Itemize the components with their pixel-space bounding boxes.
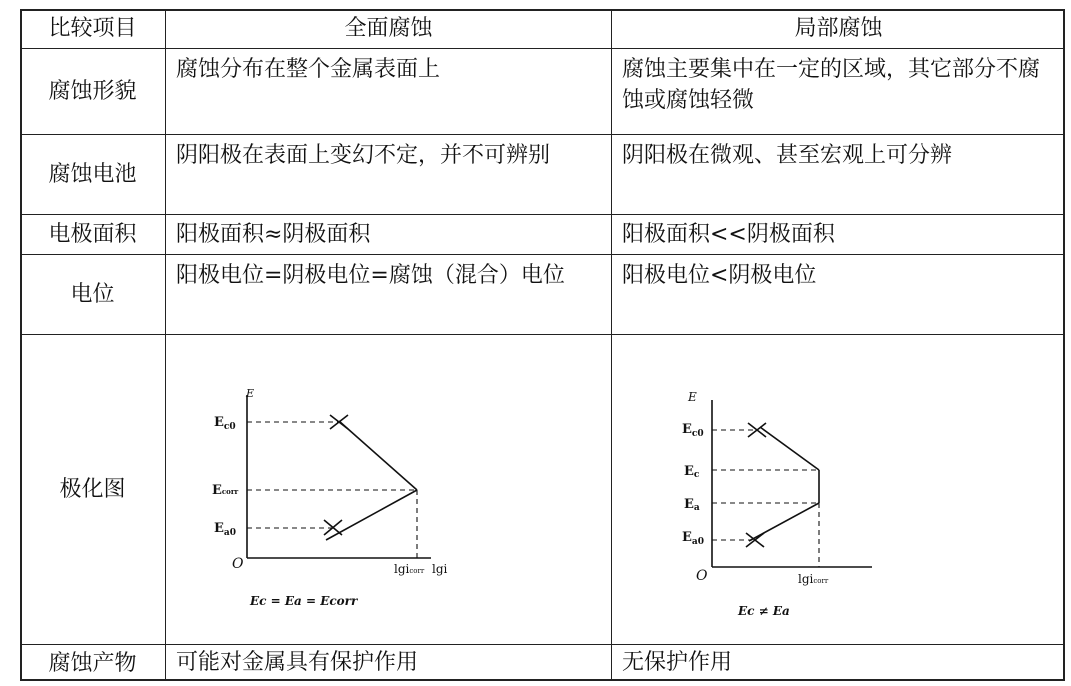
label-ea0: $E_{a0}$ <box>682 530 705 547</box>
origin-label: O <box>696 568 708 584</box>
local-potential: 阳极电位<阴极电位 <box>612 255 1065 335</box>
row-label-diagram: 极化图 <box>20 335 166 645</box>
general-area: 阳极面积≈阴极面积 <box>166 215 612 255</box>
origin-label: O <box>232 556 244 572</box>
header-general: 全面腐蚀 <box>166 9 612 49</box>
local-morphology: 腐蚀主要集中在一定的区域，其它部分不腐蚀或腐蚀轻微 <box>612 49 1065 135</box>
header-item: 比较项目 <box>20 9 166 49</box>
diagram-caption: Ec ≠ Ea <box>738 604 790 618</box>
row-label-cell: 腐蚀电池 <box>20 135 166 215</box>
axis-x-label: lgi <box>432 562 448 576</box>
axis-y-label: E <box>688 390 697 404</box>
local-area: 阳极面积<<阴极面积 <box>612 215 1065 255</box>
anodic-curve <box>749 503 819 541</box>
label-ec0: $E_{c0}$ <box>214 415 236 432</box>
general-products: 可能对金属具有保护作用 <box>166 645 612 681</box>
local-diagram-svg <box>612 335 1065 645</box>
general-diagram-svg <box>166 335 612 645</box>
local-polarization-diagram <box>612 335 1065 645</box>
label-ec0: $E_{c0}$ <box>682 422 704 439</box>
general-potential: 阳极电位=阴极电位=腐蚀（混合）电位 <box>166 255 612 335</box>
header-local: 局部腐蚀 <box>612 9 1065 49</box>
local-products: 无保护作用 <box>622 650 733 675</box>
label-ea0: $E_{a0}$ <box>214 521 237 538</box>
label-ea: Ea <box>684 497 700 513</box>
general-morphology: 腐蚀分布在整个金属表面上 <box>166 49 612 135</box>
label-ecorr: Ecorr <box>212 483 239 498</box>
x-tick-icorr: lgicorr <box>798 572 829 586</box>
row-label-morphology: 腐蚀形貌 <box>20 49 166 135</box>
diagram-caption: Ec = Ea = Ecorr <box>250 594 358 608</box>
x-tick-icorr: lgicorr <box>394 562 425 576</box>
row-label-products: 腐蚀产物 <box>20 645 166 681</box>
comparison-table <box>20 9 1065 681</box>
row-label-potential: 电位 <box>20 255 166 335</box>
cathodic-curve <box>339 421 417 490</box>
axis-y-label: E <box>246 387 255 400</box>
cathodic-curve <box>760 427 819 470</box>
row-label-area: 电极面积 <box>20 215 166 255</box>
local-cell: 阴阳极在微观、甚至宏观上可分辨 <box>612 135 1065 215</box>
general-polarization-diagram <box>166 335 612 645</box>
general-cell: 阴阳极在表面上变幻不定，并不可辨别 <box>166 135 612 215</box>
label-ec: Ec <box>684 464 700 480</box>
